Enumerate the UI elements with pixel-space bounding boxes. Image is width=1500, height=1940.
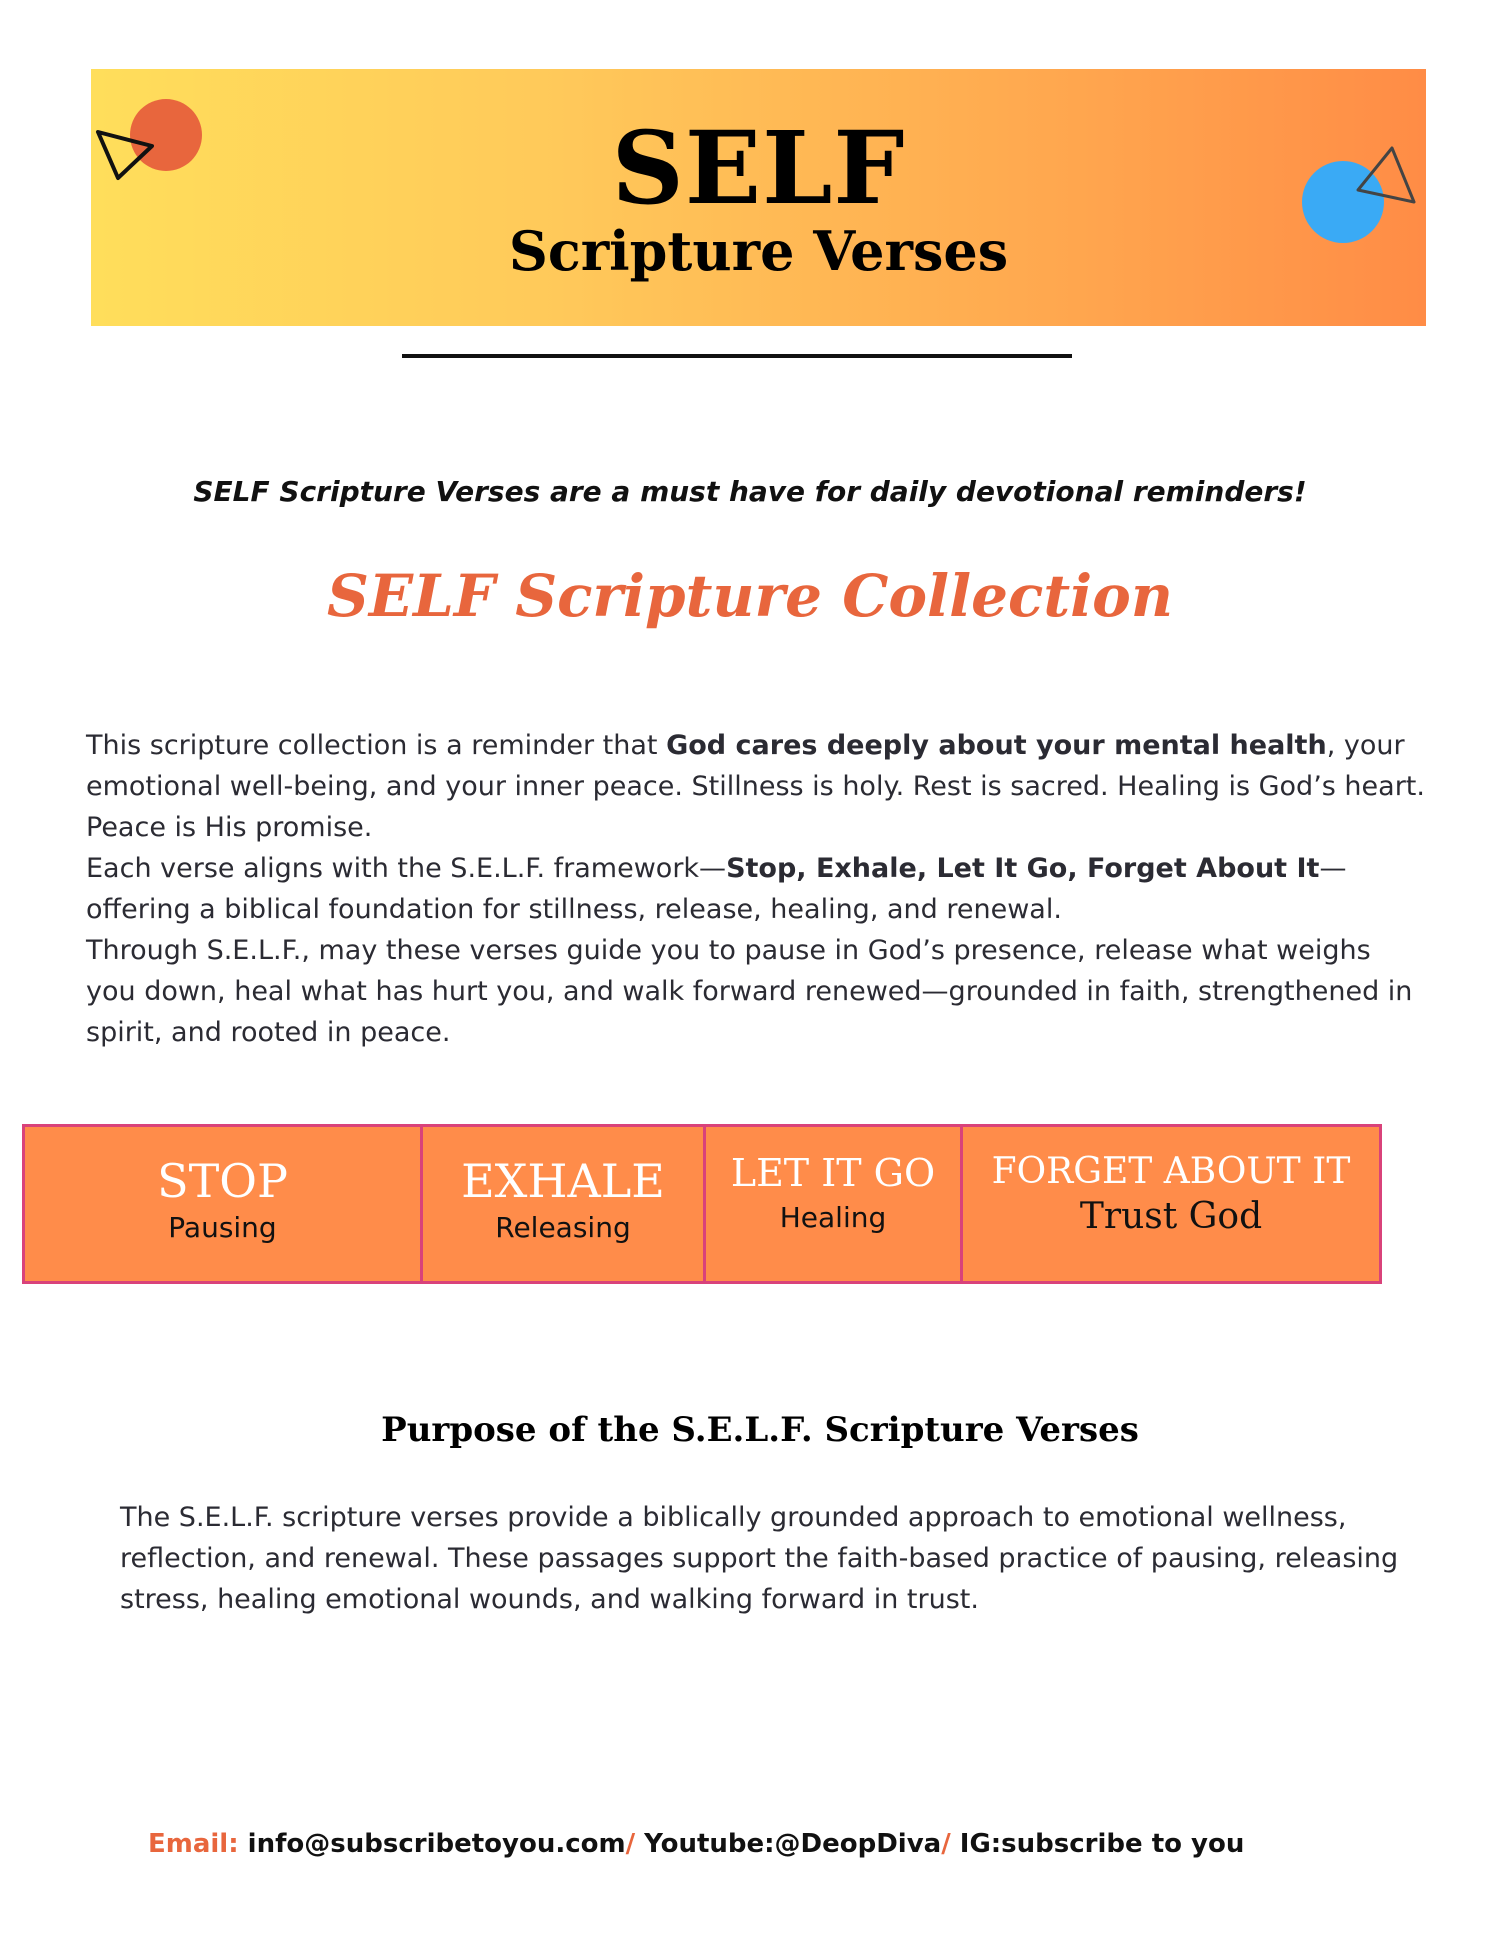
email-link[interactable]: info@subscribetoyou.com [238,1829,626,1859]
purpose-heading: Purpose of the S.E.L.F. Scripture Verses [381,1410,1139,1450]
intro-paragraph: Through S.E.L.F., may these verses guide you to pause in God’s presence, release what weighs you down, heal what has hurt you, and walk forward renewed—grounded in faith, strengthened in spirit, and rooted in peace. [86,935,1413,1048]
collection-title: SELF Scripture Collection [326,562,1173,630]
youtube-link[interactable]: Youtube:@DeopDiva [635,1829,942,1859]
header-banner [91,69,1426,326]
page-title: SELF [611,109,906,227]
email-label: Email: [148,1829,239,1859]
separator: / [941,1829,951,1859]
step-forget-about-it [963,1127,1379,1281]
tagline: SELF Scripture Verses are a must have for daily devotional reminders! [193,475,1307,508]
divider [402,354,1072,358]
contact-footer [148,1829,1244,1859]
intro-paragraph: This scripture collection is a reminder that God cares deeply about your mental health, your emotional well-being, and your inner peace. Stillness is holy. Rest is sacred. Healing is God’s heart. Peace is His promise. [86,730,1425,843]
step-name: EXHALE [461,1154,665,1208]
step-stop [25,1127,423,1281]
intro-emphasis: God cares deeply about your mental health [666,730,1327,761]
step-subtitle: Trust God [1079,1196,1263,1237]
step-name: LET IT GO [730,1151,936,1195]
step-exhale [423,1127,706,1281]
separator: / [625,1829,636,1859]
step-subtitle: Releasing [495,1211,631,1244]
instagram-link[interactable]: IG:subscribe to you [950,1829,1245,1859]
intro-paragraph: Each verse aligns with the S.E.L.F. framework—Stop, Exhale, Let It Go, Forget About It—offering a biblical foundation for stillness, release, healing, and renewal. [86,853,1347,925]
step-name: FORGET ABOUT IT [991,1151,1351,1192]
page-subtitle: Scripture Verses [508,219,1009,283]
intro-emphasis: Stop, Exhale, Let It Go, Forget About It [726,853,1320,884]
step-name: STOP [157,1154,288,1208]
step-let-it-go [706,1127,963,1281]
step-subtitle: Healing [779,1201,887,1234]
self-steps-table [22,1124,1382,1284]
intro-text [86,725,1426,1053]
purpose-text: The S.E.L.F. scripture verses provide a biblically grounded approach to emotional wellness, reflection, and renewal. These passages support the faith-based practice of pausing, releasing stress, healing emotional wounds, and walking forward in trust. [120,1502,1399,1615]
step-subtitle: Pausing [168,1211,277,1244]
